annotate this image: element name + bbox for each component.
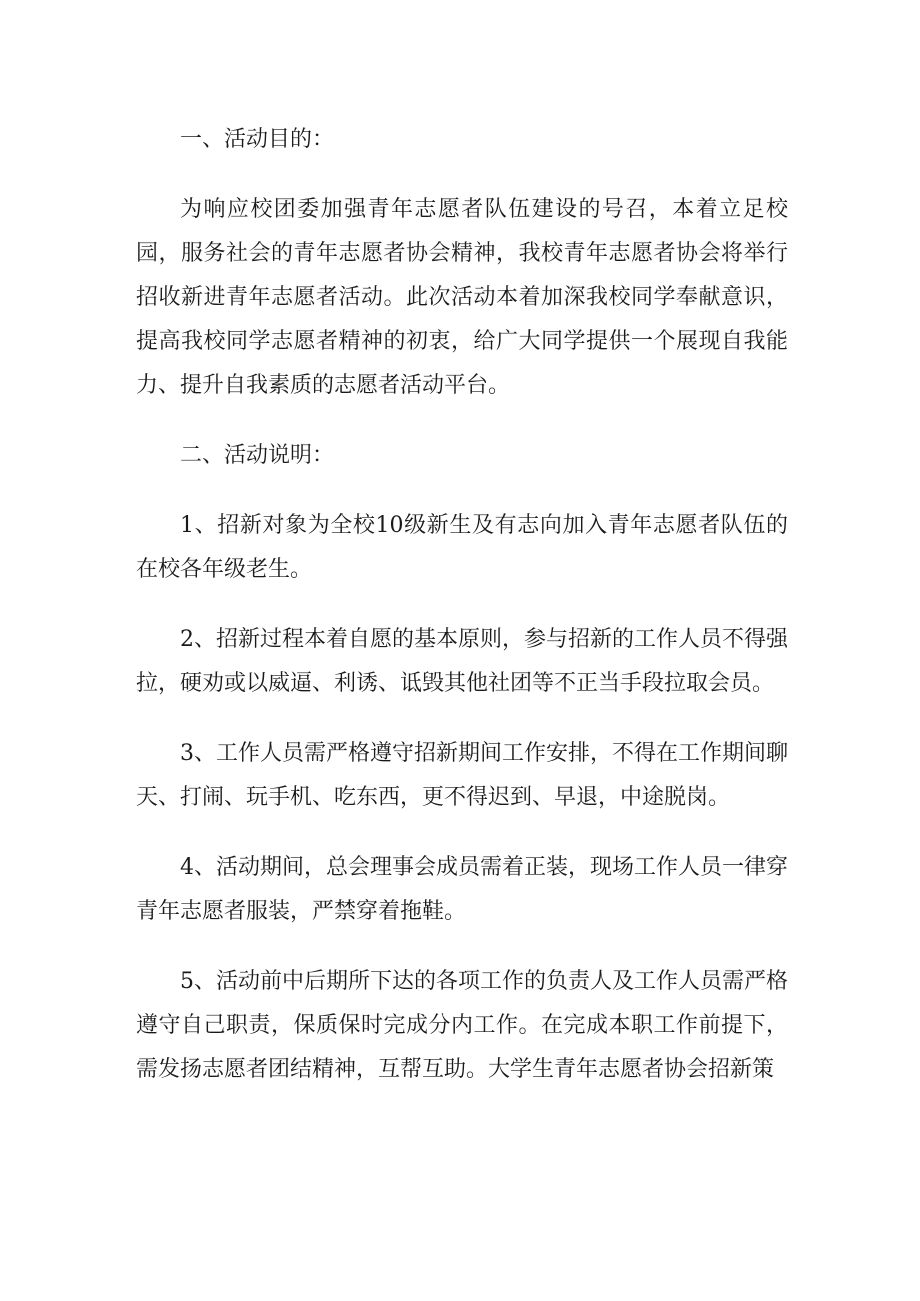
section-heading-purpose: 一、活动目的：	[180, 127, 335, 152]
paragraph-item-4: 4、活动期间，总会理事会成员需着正装，现场工作人员一律穿青年志愿者服装，严禁穿着拖鞋。	[136, 855, 788, 924]
paragraph-item-2: 2、招新过程本着自愿的基本原则，参与招新的工作人员不得强拉，硬劝或以威逼、利诱、诋毁其他社团等不正当手段拉取会员。	[136, 627, 788, 696]
document-body	[136, 118, 788, 1092]
paragraph-purpose: 为响应校团委加强青年志愿者队伍建设的号召，本着立足校园，服务社会的青年志愿者协会精神，我校青年志愿者协会将举行招收新进青年志愿者活动。此次活动本着加深我校同学奉献意识，提高我校同学志愿者精神的初衷，给广大同学提供一个展现自我能力、提升自我素质的志愿者活动平台。	[136, 197, 788, 398]
paragraph-item-5: 5、活动前中后期所下达的各项工作的负责人及工作人员需严格遵守自己职责，保质保时完成分内工作。在完成本职工作前提下，需发扬志愿者团结精神，互帮互助。大学生青年志愿者协会招新策	[136, 969, 788, 1082]
paragraph-item-3: 3、工作人员需严格遵守招新期间工作安排，不得在工作期间聊天、打闹、玩手机、吃东西，更不得迟到、早退，中途脱岗。	[136, 741, 788, 810]
section-heading-description: 二、活动说明：	[180, 443, 335, 468]
paragraph-item-1: 1、招新对象为全校10级新生及有志向加入青年志愿者队伍的在校各年级老生。	[136, 513, 788, 582]
